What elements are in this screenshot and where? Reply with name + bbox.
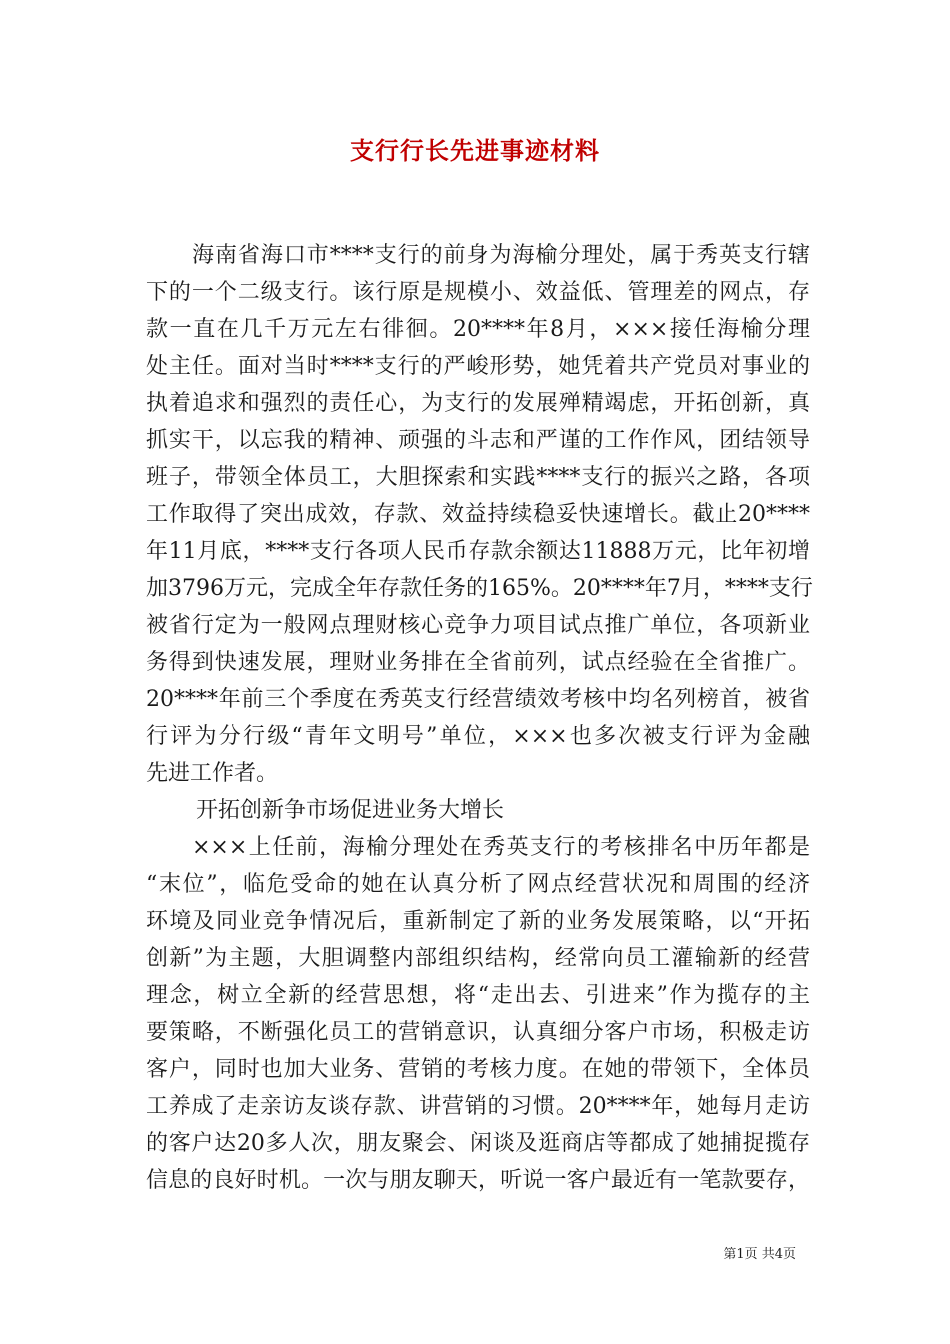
- document-body: [146, 237, 813, 1199]
- paragraph-line: 环境及同业竞争情况后，重新制定了新的业务发展策略，以“开拓: [146, 909, 810, 934]
- paragraph-line: 信息的良好时机。一次与朋友聊天，听说一客户最近有一笔款要存，: [146, 1168, 810, 1193]
- paragraph-line: 班子，带领全体员工，大胆探索和实践****支行的振兴之路，各项: [146, 465, 810, 490]
- paragraph-line: 海南省海口市****支行的前身为海榆分理处，属于秀英支行辖: [192, 243, 810, 268]
- paragraph-line: “末位”，临危受命的她在认真分析了网点经营状况和周围的经济: [146, 872, 810, 897]
- document-title: 支行行长先进事迹材料: [350, 136, 600, 165]
- paragraph-line: 抓实干，以忘我的精神、顽强的斗志和严谨的工作作风，团结领导: [146, 428, 810, 453]
- paragraph-line: 务得到快速发展，理财业务排在全省前列，试点经验在全省推广。: [146, 650, 810, 675]
- page-number: 第1页 共4页: [723, 1247, 796, 1262]
- paragraph-line: ×××上任前，海榆分理处在秀英支行的考核排名中历年都是: [192, 835, 810, 860]
- paragraph-line: 款一直在几千万元左右徘徊。20****年8月，×××接任海榆分理: [146, 317, 810, 342]
- paragraph-line: 客户，同时也加大业务、营销的考核力度。在她的带领下，全体员: [146, 1057, 810, 1082]
- paragraph-line: 理念，树立全新的经营思想，将“走出去、引进来”作为揽存的主: [146, 983, 810, 1008]
- paragraph-line: 工养成了走亲访友谈存款、讲营销的习惯。20****年，她每月走访: [146, 1094, 810, 1119]
- paragraph-line: 加3796万元，完成全年存款任务的165%。20****年7月，****支行: [146, 576, 813, 601]
- paragraph-line: 20****年前三个季度在秀英支行经营绩效考核中均名列榜首，被省: [146, 687, 810, 712]
- paragraph-line: 创新”为主题，大胆调整内部组织结构，经常向员工灌输新的经营: [146, 946, 810, 971]
- paragraph-line: 执着追求和强烈的责任心，为支行的发展殚精竭虑，开拓创新，真: [146, 391, 810, 416]
- paragraph-line: 处主任。面对当时****支行的严峻形势，她凭着共产党员对事业的: [146, 354, 810, 379]
- paragraph-line: 的客户达20多人次，朋友聚会、闲谈及逛商店等都成了她捕捉揽存: [146, 1131, 810, 1156]
- paragraph-line: 要策略，不断强化员工的营销意识，认真细分客户市场，积极走访: [146, 1020, 810, 1045]
- paragraph-line: 年11月底，****支行各项人民币存款余额达11888万元，比年初增: [146, 539, 810, 564]
- paragraph-line: 先进工作者。: [146, 761, 279, 786]
- paragraph-line: 工作取得了突出成效，存款、效益持续稳妥快速增长。截止20****: [146, 502, 810, 527]
- paragraph-line: 下的一个二级支行。该行原是规模小、效益低、管理差的网点，存: [146, 280, 810, 305]
- paragraph-line: 被省行定为一般网点理财核心竞争力项目试点推广单位，各项新业: [146, 613, 810, 638]
- paragraph-line: 行评为分行级“青年文明号”单位，×××也多次被支行评为金融: [146, 724, 810, 749]
- section-heading: 开拓创新争市场促进业务大增长: [196, 798, 505, 823]
